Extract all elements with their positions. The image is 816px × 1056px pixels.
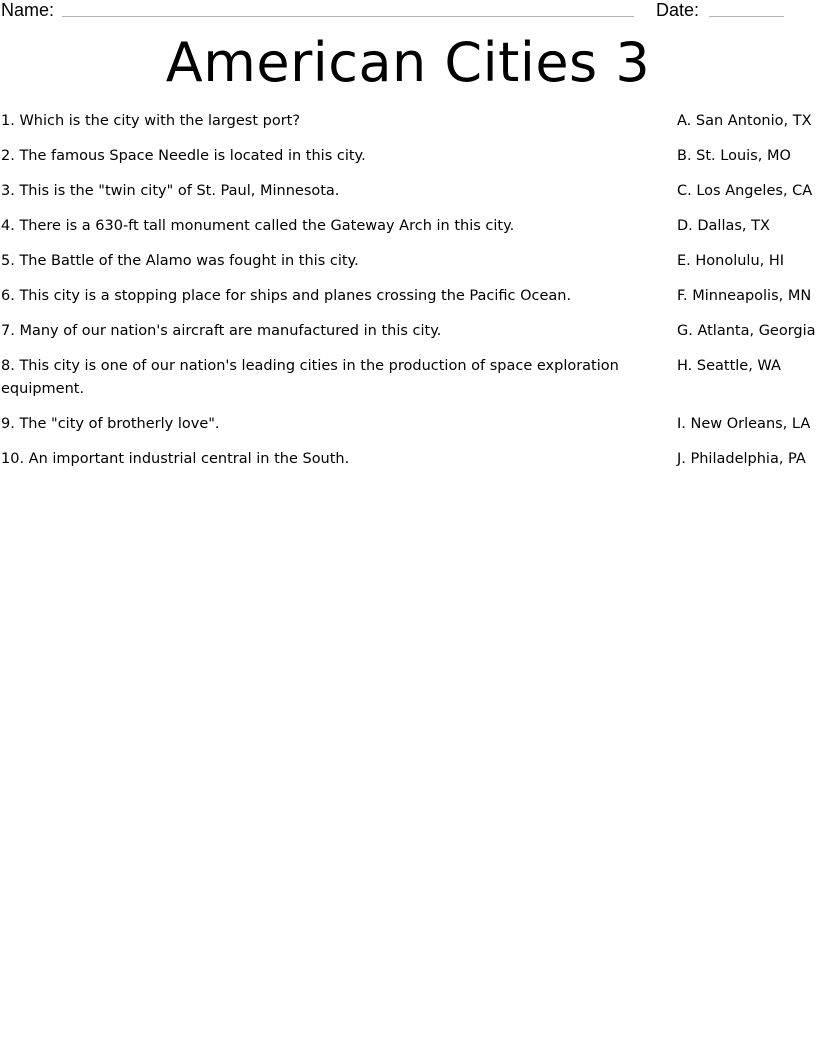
answer-option: I. New Orleans, LA	[677, 416, 811, 432]
worksheet-title: American Cities 3	[165, 31, 651, 94]
question-item: 10. An important industrial central in the South.	[1, 451, 350, 467]
matching-row	[0, 320, 816, 343]
date-write-line[interactable]	[709, 16, 784, 17]
matching-row	[0, 355, 816, 401]
matching-row	[0, 215, 816, 238]
answer-option: C. Los Angeles, CA	[677, 183, 813, 199]
question-item: 5. The Battle of the Alamo was fought in this city.	[1, 253, 359, 269]
question-item: 9. The "city of brotherly love".	[1, 416, 220, 432]
question-item: 3. This is the "twin city" of St. Paul, Minnesota.	[1, 183, 340, 199]
question-item: 6. This city is a stopping place for ships and planes crossing the Pacific Ocean.	[1, 288, 572, 304]
question-item: 2. The famous Space Needle is located in this city.	[1, 148, 366, 164]
matching-row	[0, 448, 816, 471]
question-item: 4. There is a 630-ft tall monument called the Gateway Arch in this city.	[1, 218, 515, 234]
matching-row	[0, 145, 816, 168]
answer-option: G. Atlanta, Georgia	[677, 323, 816, 339]
answer-option: H. Seattle, WA	[677, 358, 781, 374]
answer-option: F. Minneapolis, MN	[677, 288, 812, 304]
matching-row	[0, 110, 816, 133]
question-item: 8. This city is one of our nation's leading cities in the production of space exploration equipment.	[1, 358, 619, 397]
matching-row	[0, 180, 816, 203]
answer-option: A. San Antonio, TX	[677, 113, 812, 129]
matching-row	[0, 413, 816, 436]
answer-option: D. Dallas, TX	[677, 218, 770, 234]
answer-option: E. Honolulu, HI	[677, 253, 785, 269]
question-item: 1. Which is the city with the largest port?	[1, 113, 301, 129]
matching-row	[0, 250, 816, 273]
header-row	[0, 0, 816, 24]
question-item: 7. Many of our nation's aircraft are manufactured in this city.	[1, 323, 442, 339]
answer-option: J. Philadelphia, PA	[677, 451, 806, 467]
name-write-line[interactable]	[62, 16, 634, 17]
name-label: Name:	[1, 0, 55, 20]
date-label: Date:	[656, 0, 700, 20]
matching-list	[0, 110, 816, 483]
matching-row	[0, 285, 816, 308]
answer-option: B. St. Louis, MO	[677, 148, 791, 164]
